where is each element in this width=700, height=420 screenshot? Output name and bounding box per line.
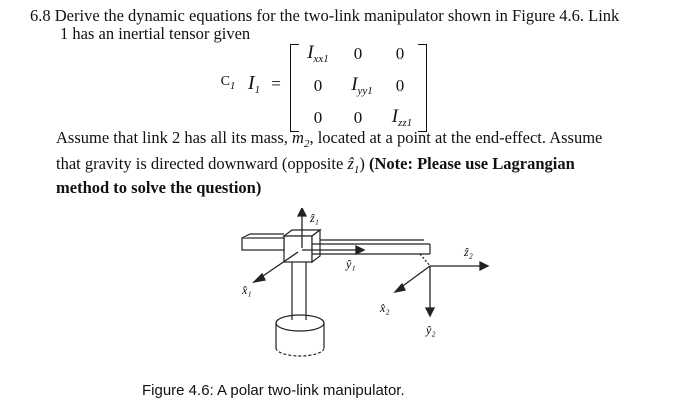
vertical-pillar [292,260,306,320]
problem-line-4: that gravity is directed downward (opposite ẑ$_1$) (Note: Please use Lagrangian [56,154,575,176]
manipulator-diagram [220,208,520,373]
label-x2: x̂₂ [380,301,390,315]
matrix-cell-13: 0 [395,44,405,63]
label-z2: ẑ₂ [464,245,473,259]
equals-sign: = [271,74,281,93]
problem-line-2: 1 has an inertial tensor given [60,24,251,43]
problem-text-line-1: Derive the dynamic equations for the two-link manipulator shown in Figure 4.6. Link [54,6,620,25]
figure-caption: Figure 4.6: A polar two-link manipulator. [142,382,405,399]
arm-stub-left [242,234,284,250]
prismatic-arm [312,240,430,254]
matrix-cell-22: $I_{yy1}$ [351,74,373,97]
matrix-cell-21: 0 [313,76,323,95]
label-x1: x̂₁ [242,283,252,297]
problem-line-5: method to solve the question) [56,178,262,197]
note-text-1: (Note: Please use Lagrangian [368,154,575,173]
problem-number: 6.8 [30,6,51,25]
problem-line-3: Assume that link 2 has all its mass, $m_2$, located at a point at the end-effect. Assume [56,128,603,150]
matrix-cell-33: $I_{zz1}$ [391,106,413,129]
end-effector-frame [395,254,488,316]
matrix-cell-23: 0 [395,76,405,95]
matrix-cell-32: 0 [353,108,363,127]
label-y2: ŷ₂ [426,323,436,337]
label-y1: ŷ₁ [346,257,356,271]
mass-symbol: $m_2$ [292,128,310,150]
inertia-tensor-equation [220,40,438,136]
matrix-cell-31: 0 [313,108,323,127]
matrix-cell-12: 0 [353,44,363,63]
z1-symbol: ẑ$_1$ [347,154,360,176]
base-cylinder [276,315,324,356]
lhs-inertia-symbol: $I_1$ [247,72,261,96]
x1-axis [254,252,298,282]
problem-line-1 [30,6,619,26]
lhs-frame-label: $C_1$ [220,74,236,92]
label-z1: ẑ₁ [310,211,319,225]
matrix-cell-11: $I_{xx1}$ [307,42,329,65]
